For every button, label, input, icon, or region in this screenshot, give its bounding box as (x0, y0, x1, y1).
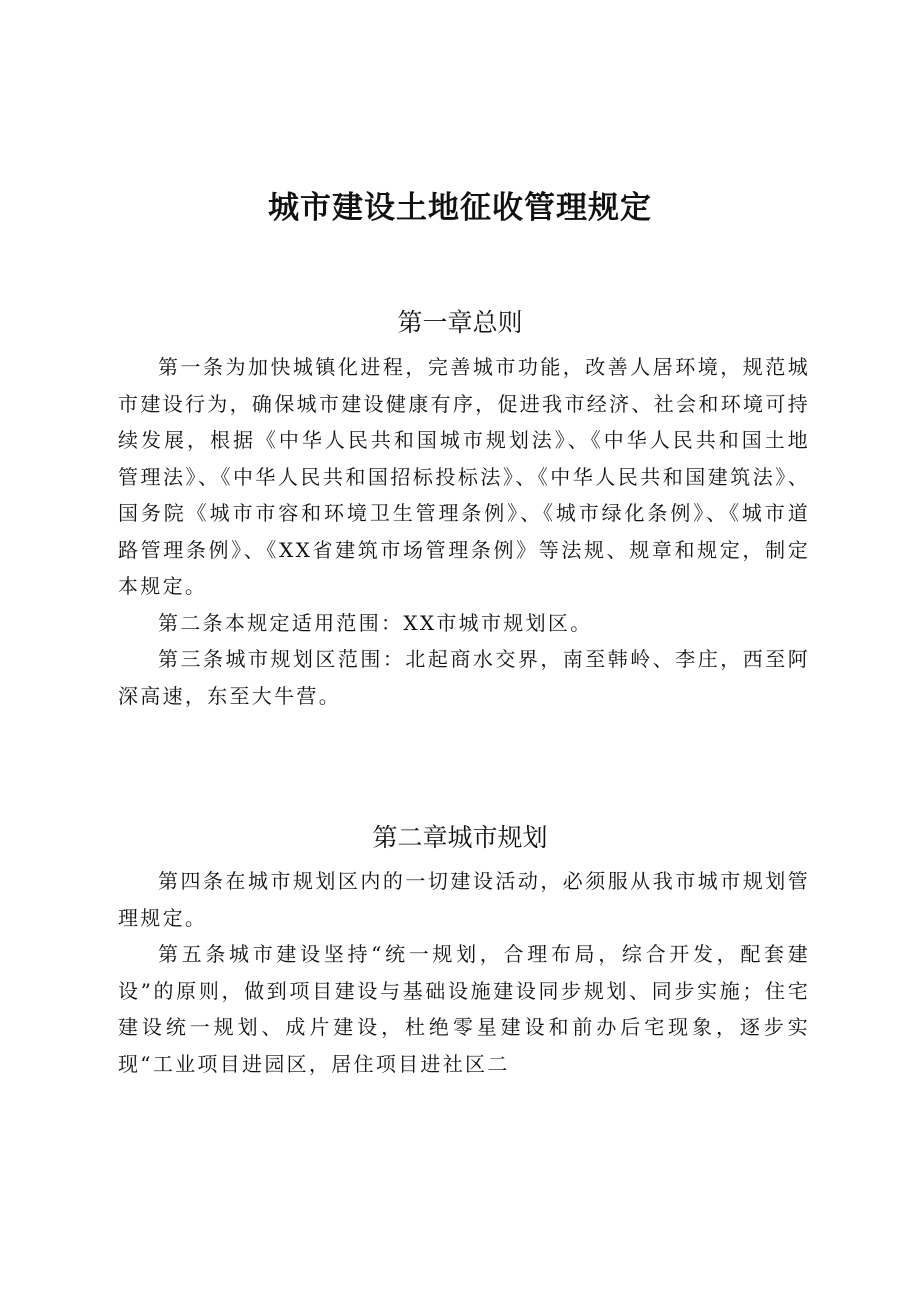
chapter-1-body (118, 349, 810, 714)
article-4: 第四条在城市规划区内的一切建设活动，必须服从我市城市规划管理规定。 (118, 869, 810, 930)
document-title: 城市建设土地征收管理规定 (268, 190, 652, 226)
chapter-2-heading: 第二章城市规划 (372, 823, 548, 852)
article-5: 第五条城市建设坚持“统一规划，合理布局，综合开发，配套建设”的原则，做到项目建设与基础设施建设同步规划、同步实施；住宅建设统一规划、成片建设，杜绝零星建设和前办后宅现象，逐步实现“工业项目进园区，居住项目进社区二 (118, 942, 810, 1076)
chapter-2-body (118, 863, 810, 1082)
article-1: 第一条为加快城镇化进程，完善城市功能，改善人居环境，规范城市建设行为，确保城市建设健康有序，促进我市经济、社会和环境可持续发展，根据《中华人民共和国城市规划法》、《中华人民共和国土地管理法》、《中华人民共和国招标投标法》、《中华人民共和国建筑法》、国务院《城市市容和环境卫生管理条例》、《城市绿化条例》、《城市道路管理条例》、《XX省建筑市场管理条例》等法规、规章和规定，制定本规定。 (118, 355, 810, 598)
chapter-1-heading: 第一章总则 (397, 308, 523, 337)
article-3: 第三条城市规划区范围：北起商水交界，南至韩岭、李庄，西至阿深高速，东至大牛营。 (118, 647, 810, 708)
article-2: 第二条本规定适用范围：XX市城市规划区。 (158, 610, 593, 635)
